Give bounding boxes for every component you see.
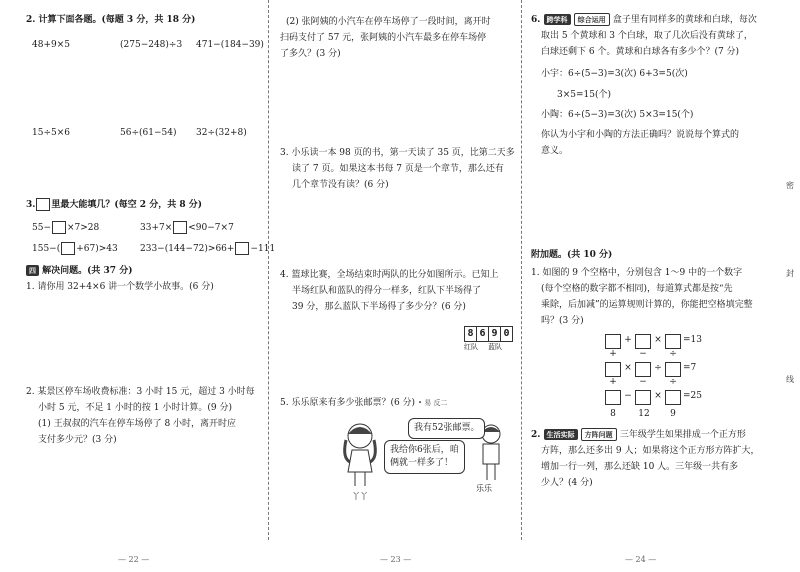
extra-1-line: 乘除，后加减”的运算规则计算的，你能把空格填完整 xyxy=(541,300,753,310)
problem-1: 1. 请你用 32+4×6 讲一个数学小故事。(6 分) xyxy=(26,282,214,292)
puzzle-col-result: 9 xyxy=(670,409,676,419)
page-number: — 23 — xyxy=(380,555,412,564)
answer-box[interactable] xyxy=(61,242,75,255)
page-number: — 22 — xyxy=(118,555,150,564)
problem-2-sub1: (1) 王叔叔的汽车在停车场停了 8 小时，离开时应 xyxy=(38,419,237,429)
blank-box xyxy=(36,198,50,211)
extra-2-line: 方阵，那么还多出 9 人；如果将这个正方形方阵扩大， xyxy=(541,446,760,456)
calc-item: 471−(184−39) xyxy=(196,40,264,50)
calc-item: 56÷(61−54) xyxy=(120,128,177,138)
puzzle-cell[interactable] xyxy=(605,362,621,377)
puzzle-operator: × xyxy=(654,335,662,345)
puzzle-cell[interactable] xyxy=(635,362,651,377)
problem-2-sub2: 了多久？(3 分) xyxy=(280,49,341,59)
puzzle-operator: × xyxy=(654,391,662,401)
problem-3-line: 读了 7 页。如果这本书每 7 页是一个章节，那么还有 xyxy=(292,164,504,174)
column-left xyxy=(0,0,276,572)
scoreboard-label-red: 红队 xyxy=(464,343,478,351)
problem-5: 5. 乐乐原来有多少张邮票？(6 分) • 易 反二 xyxy=(280,398,448,408)
extra-2-line: 增加一行一列，那么还缺 10 人。三年级一共有多 xyxy=(541,462,739,472)
problem-tag: 生活实际 xyxy=(544,429,578,440)
extra-1-line: 吗？(3 分) xyxy=(541,316,584,326)
number-puzzle-grid xyxy=(605,334,735,422)
puzzle-operator: + xyxy=(624,335,632,345)
puzzle-col-result: 8 xyxy=(610,409,616,419)
scoreboard xyxy=(464,326,513,342)
fill-item: 55− ×7>28 xyxy=(32,223,100,233)
puzzle-result: =7 xyxy=(683,363,697,373)
problem-4-line: 39 分，那么蓝队下半场得了多少分？(6 分) xyxy=(292,302,466,312)
fill-item: 155−( +67)>43 xyxy=(32,244,118,254)
extra-1-line: (每个空格的数字都不相同)，每道算式都是按“先 xyxy=(541,284,733,294)
seal-line-mark: 封 xyxy=(786,269,794,278)
problem-4-line: 4. 篮球比赛，全场结束时两队的比分如图所示。已知上 xyxy=(280,270,499,280)
column-right xyxy=(521,0,800,572)
puzzle-col-operator: + xyxy=(609,377,617,387)
score-digit: 9 xyxy=(489,327,501,341)
calc-item: 32÷(32+8) xyxy=(196,128,247,138)
score-digit: 0 xyxy=(503,328,510,339)
puzzle-col-operator: ÷ xyxy=(669,377,677,387)
problem-2-line: 2. 某景区停车场收费标准：3 小时 15 元，超过 3 小时每 xyxy=(26,387,255,397)
solution-tao: 小陶：6÷(5−3)=3(次) 5×3=15(个) xyxy=(541,110,694,120)
seal-line-mark: 密 xyxy=(786,181,794,190)
speech-bubble-girl: 我给你6张后，咱 俩就一样多了！ xyxy=(384,440,465,474)
answer-box[interactable] xyxy=(173,221,187,234)
problem-6-line: 取出 5 个黄球和 3 个白球，取了几次后没有黄球了， xyxy=(541,31,753,41)
puzzle-cell[interactable] xyxy=(665,362,681,377)
fill-item: 233−(144−72)>66+ −111 xyxy=(140,244,276,254)
puzzle-cell[interactable] xyxy=(635,334,651,349)
problem-tag: 综合运用 xyxy=(574,13,610,26)
extra-1-line: 1. 如图的 9 个空格中，分别包含 1～9 中的一个数字 xyxy=(531,268,743,278)
problem-2-sub2: 扫码支付了 57 元，张阿姨的小汽车最多在停车场停 xyxy=(280,33,487,43)
extra-2-line: 2. 生活实际 方阵问题 三年级学生如果排成一个正方形 xyxy=(531,430,746,440)
girl-illustration xyxy=(338,418,382,490)
puzzle-operator: ÷ xyxy=(654,363,662,373)
problem-4-line: 半场红队和蓝队的得分一样多，红队下半场得了 xyxy=(292,286,482,296)
puzzle-col-result: 12 xyxy=(638,409,650,419)
page-number: — 24 — xyxy=(625,555,657,564)
name-girl: 丫丫 xyxy=(352,492,368,501)
puzzle-cell[interactable] xyxy=(665,390,681,405)
problem-2-sub1: 支付多少元？(3 分) xyxy=(38,435,117,445)
problem-3-line: 3. 小乐读一本 98 页的书，第一天读了 35 页，比第二天多 xyxy=(280,148,515,158)
problem-tag: 方阵问题 xyxy=(581,428,617,441)
problem-6-ask: 意义。 xyxy=(541,146,569,156)
section-tag: 四 xyxy=(26,265,39,276)
calc-item: (275−248)÷3 xyxy=(120,40,183,50)
puzzle-cell[interactable] xyxy=(665,334,681,349)
problem-3-line: 几个章节没有读？(6 分) xyxy=(292,180,389,190)
speech-bubble-boy: 我有52张邮票。 xyxy=(408,418,485,439)
extra-section-title: 附加题。(共 10 分) xyxy=(531,250,613,260)
puzzle-result: =13 xyxy=(683,335,702,345)
name-boy: 乐乐 xyxy=(476,484,492,493)
problem-2-sub2: (2) 张阿姨的小汽车在停车场停了一段时间，离开时 xyxy=(286,17,491,27)
problem-tag: 跨学科 xyxy=(544,14,571,25)
score-digit: 6 xyxy=(477,327,489,341)
column-middle xyxy=(268,0,521,572)
solution-yu: 3×5=15(个) xyxy=(557,90,612,100)
puzzle-cell[interactable] xyxy=(605,390,621,405)
puzzle-col-operator: + xyxy=(609,349,617,359)
fill-item: 33+7× <90−7×7 xyxy=(140,223,234,233)
calc-item: 48+9×5 xyxy=(32,40,70,50)
answer-box[interactable] xyxy=(235,242,249,255)
problem-2-line: 小时 5 元，不足 1 小时的按 1 小时计算。(9 分) xyxy=(38,403,232,413)
puzzle-operator: × xyxy=(624,363,632,373)
puzzle-col-operator: − xyxy=(639,377,647,387)
extra-2-line: 少人？(4 分) xyxy=(541,478,593,488)
puzzle-cell[interactable] xyxy=(635,390,651,405)
problem-6-line: 6. 跨学科 综合运用 盒子里有同样多的黄球和白球，每次 xyxy=(531,15,757,25)
section-heading: 四 解决问题。(共 37 分) xyxy=(26,264,132,278)
q2-title: 2. 计算下面各题。(每题 3 分，共 18 分) xyxy=(26,15,196,25)
puzzle-col-operator: − xyxy=(639,349,647,359)
q3-title: 3. 里最大能填几？(每空 2 分，共 8 分) xyxy=(26,200,202,210)
seal-line-mark: 线 xyxy=(786,375,794,384)
scoreboard-label-blue: 蓝队 xyxy=(488,343,502,351)
solution-yu: 小宇：6÷(5−3)=3(次) 6+3=5(次) xyxy=(541,69,688,79)
puzzle-cell[interactable] xyxy=(605,334,621,349)
puzzle-result: =25 xyxy=(683,391,702,401)
answer-box[interactable] xyxy=(52,221,66,234)
puzzle-operator: − xyxy=(624,391,632,401)
problem-6-ask: 你认为小宇和小陶的方法正确吗？说说每个算式的 xyxy=(541,130,740,140)
score-digit: 8 xyxy=(465,327,477,341)
puzzle-col-operator: ÷ xyxy=(669,349,677,359)
calc-item: 15÷5×6 xyxy=(32,128,70,138)
problem-6-line: 白球还剩下 6 个。黄球和白球各有多少个？(7 分) xyxy=(541,47,740,57)
